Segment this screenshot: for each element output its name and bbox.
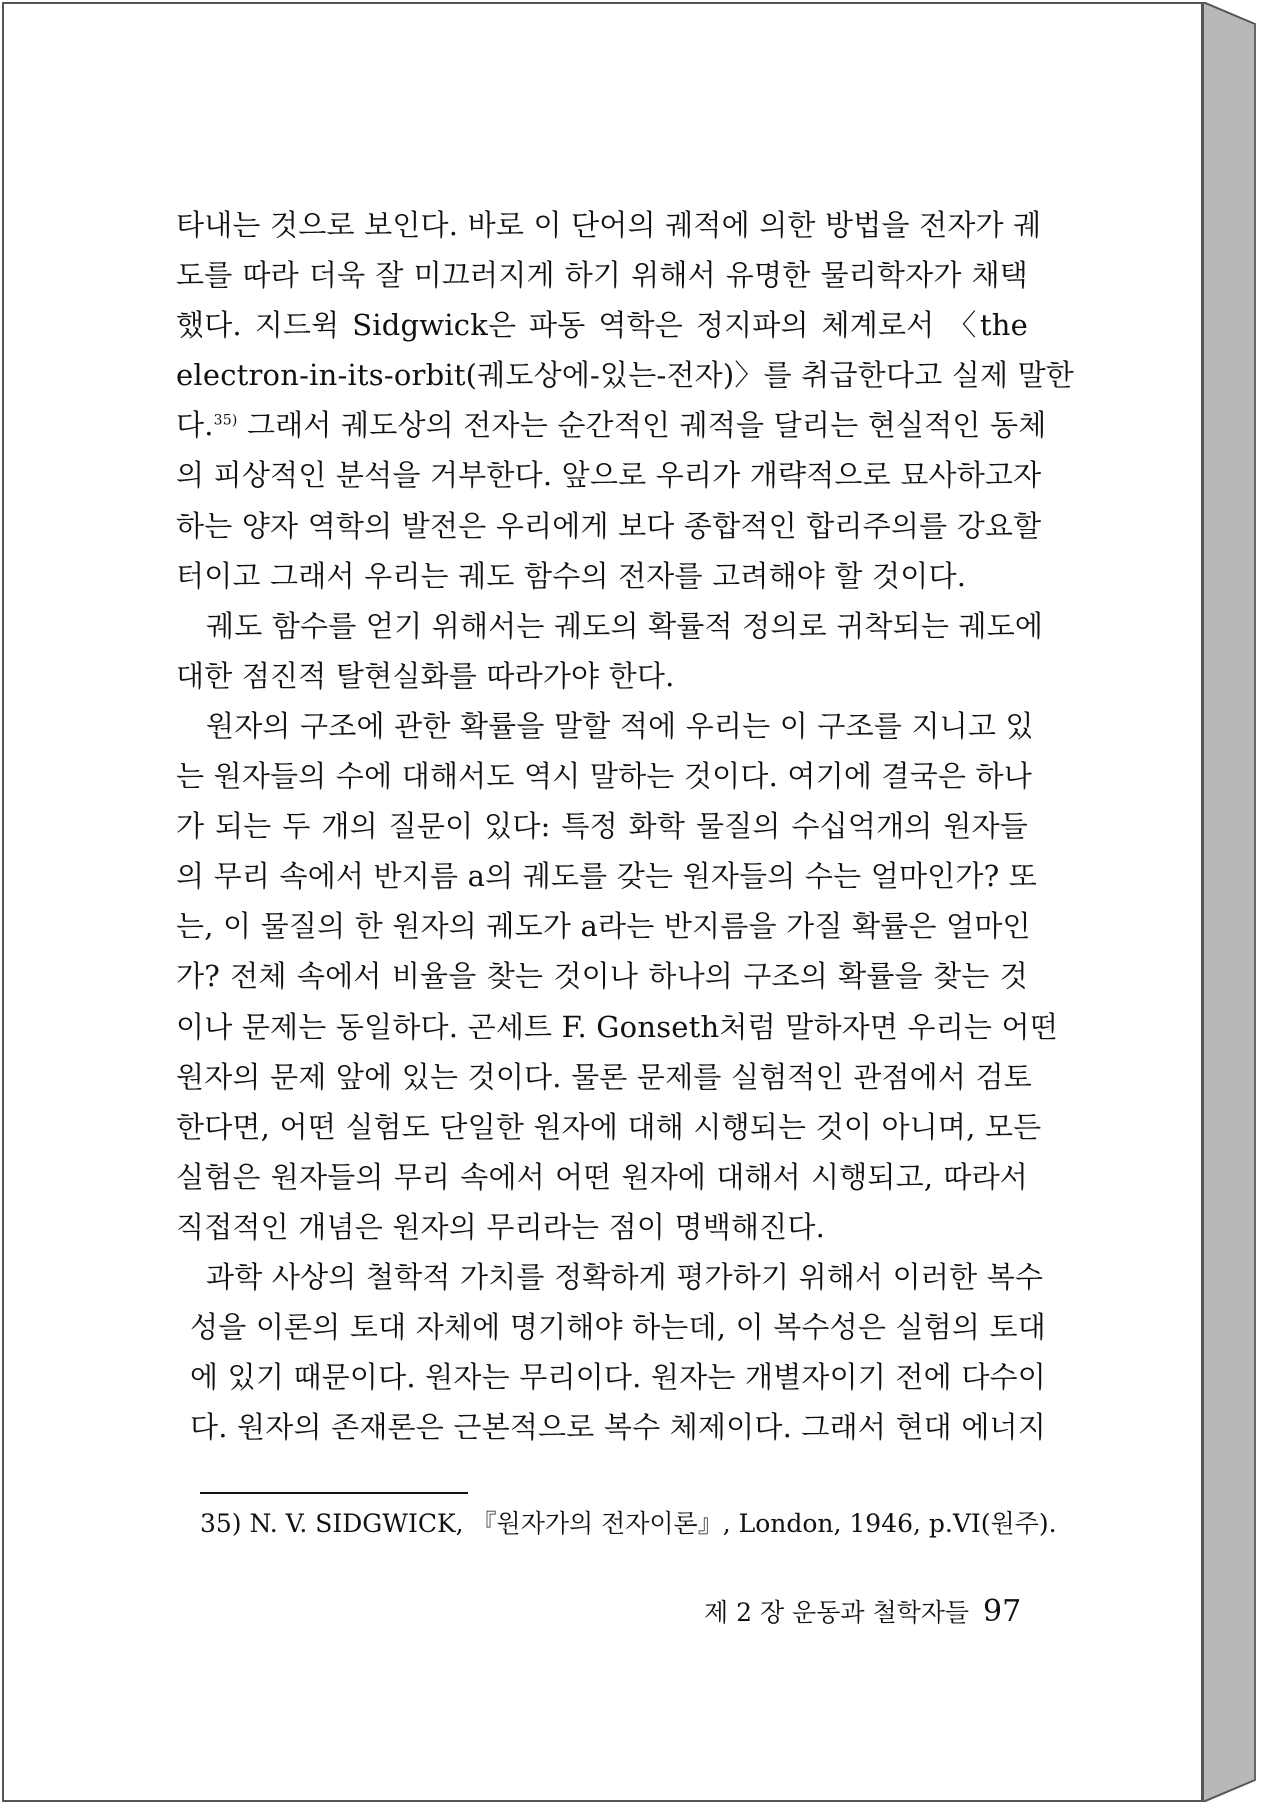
page-number: 97 — [983, 1594, 1022, 1629]
text-line: 하는 양자 역학의 발전은 우리에게 보다 종합적인 합리주의를 강요할 — [176, 508, 1042, 543]
chapter-title: 제 2 장 운동과 철학자들 — [704, 1598, 970, 1627]
text-line: 터이고 그래서 우리는 궤도 함수의 전자를 고려해야 할 것이다. — [176, 558, 967, 593]
paragraph-start: 과학 사상의 철학적 가치를 정확하게 평가하기 위해서 이러한 복수 — [206, 1259, 1044, 1294]
text-line: 가 되는 두 개의 질문이 있다: 특정 화학 물질의 수십억개의 원자들 — [176, 809, 1028, 844]
text-line: 한다면, 어떤 실험도 단일한 원자에 대해 시행되는 것이 아니며, 모든 — [176, 1109, 1042, 1144]
paragraph-start: 궤도 함수를 얻기 위해서는 궤도의 확률적 정의로 귀착되는 궤도에 — [206, 608, 1044, 643]
footnote-divider — [200, 1492, 468, 1494]
text-line: 의 무리 속에서 반지름 a의 궤도를 갖는 원자들의 수는 얼마인가? 또 — [176, 859, 1037, 894]
text-line: 의 피상적인 분석을 거부한다. 앞으로 우리가 개략적으로 묘사하고자 — [176, 458, 1042, 493]
text-line: 가? 전체 속에서 비율을 찾는 것이나 하나의 구조의 확률을 찾는 것 — [176, 959, 1028, 994]
text-line: electron-in-its-orbit(궤도상에-있는-전자)〉를 취급한다고 실제 말한 — [176, 358, 1075, 393]
book-page — [2, 2, 1203, 1802]
text-line: 이나 문제는 동일하다. 곤세트 F. Gonseth처럼 말하자면 우리는 어떤 — [176, 1009, 1058, 1044]
running-footer — [704, 1592, 1022, 1633]
text-line: 에 있기 때문이다. 원자는 무리이다. 원자는 개별자이기 전에 다수이 — [190, 1360, 1046, 1395]
page-edge-shadow — [1203, 2, 1273, 1802]
footnote: 35) N. V. SIDGWICK, 『원자가의 전자이론』, London, 1946, p.VI(원주). — [200, 1509, 1057, 1538]
footnote-reference: 35) — [213, 412, 238, 429]
text-line: 대한 점진적 탈현실화를 따라가야 한다. — [176, 658, 675, 693]
text-line: 타내는 것으로 보인다. 바로 이 단어의 궤적에 의한 방법을 전자가 궤 — [176, 208, 1042, 242]
text-line: 했다. 지드윅 Sidgwick은 파동 역학은 정지파의 체계로서 〈the — [176, 308, 1028, 343]
text-line: 성을 이론의 토대 자체에 명기해야 하는데, 이 복수성은 실험의 토대 — [190, 1310, 1046, 1345]
text-line: 는, 이 물질의 한 원자의 궤도가 a라는 반지름을 가질 확률은 얼마인 — [176, 909, 1031, 944]
text-line: 실험은 원자들의 무리 속에서 어떤 원자에 대해서 시행되고, 따라서 — [176, 1159, 1028, 1194]
text-line: 도를 따라 더욱 잘 미끄러지게 하기 위해서 유명한 물리학자가 채택 — [176, 258, 1028, 293]
body-text — [176, 200, 1075, 1452]
text-line: 는 원자들의 수에 대해서도 역시 말하는 것이다. 여기에 결국은 하나 — [176, 759, 1032, 794]
text-line-with-footnote-ref — [176, 400, 1047, 450]
paragraph-start: 원자의 구조에 관한 확률을 말할 적에 우리는 이 구조를 지니고 있 — [206, 708, 1034, 743]
text-line: 다. 원자의 존재론은 근본적으로 복수 체제이다. 그래서 현대 에너지 — [190, 1410, 1046, 1445]
sentence-end: 다. — [176, 408, 214, 443]
text-line-rest: 그래서 궤도상의 전자는 순간적인 궤적을 달리는 현실적인 동체 — [246, 408, 1047, 443]
text-line: 직접적인 개념은 원자의 무리라는 점이 명백해진다. — [176, 1209, 826, 1244]
text-line: 원자의 문제 앞에 있는 것이다. 물론 문제를 실험적인 관점에서 검토 — [176, 1059, 1032, 1094]
